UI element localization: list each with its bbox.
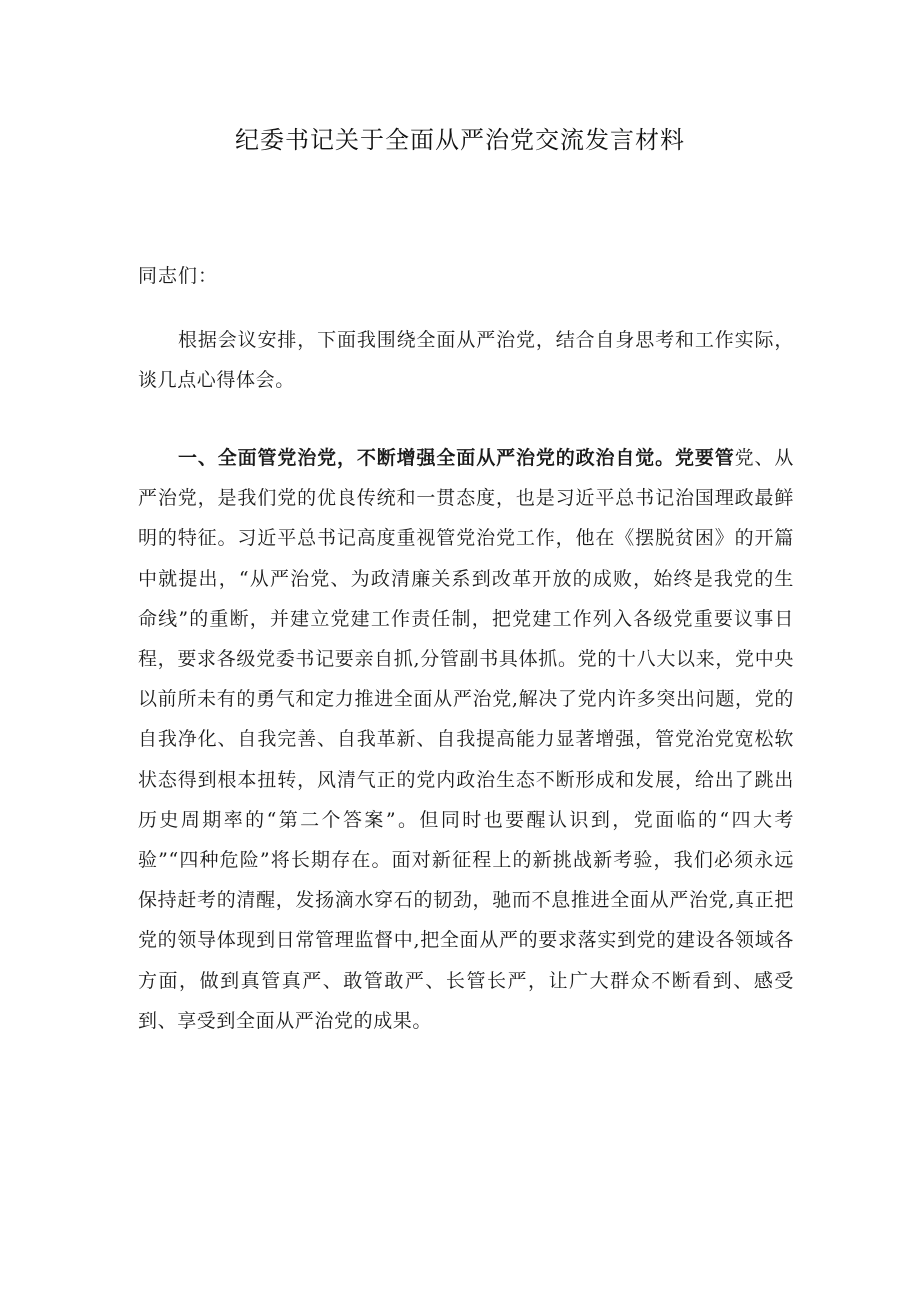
- salutation: 同志们：: [138, 265, 219, 287]
- document-title: 纪委书记关于全面从严治党交流发言材料: [235, 126, 685, 154]
- section-1-heading: 一、全面管党治党，不断增强全面从严治党的政治自觉。党要管: [178, 447, 735, 469]
- section-1-body: 党、从严治党，是我们党的优良传统和一贯态度，也是习近平总书记治国理政最鲜明的特征。习近平总书记高度重视管党治党工作，他在《摆脱贫困》的开篇中就提出，“从严治党、为政清廉关系到改革开放的成败，始终是我党的生命线”的重断，并建立党建工作责任制，把党建工作列入各级党重要议事日程，要求各级党委书记要亲自抓,分管副书具体抓。党的十八大以来，党中央以前所未有的勇气和定力推进全面从严治党,解决了党内许多突出问题，党的自我净化、自我完善、自我革新、自我提高能力显著增强，管党治党宽松软状态得到根本扭转，风清气正的党内政治生态不断形成和发展，给出了跳出历史周期率的“第二个答案”。但同时也要醒认识到，党面临的“四大考验”“四种危险”将长期存在。面对新征程上的新挑战新考验，我们必须永远保持赶考的清醒，发扬滴水穿石的韧劲，驰而不息推进全面从严治党,真正把党的领导体现到日常管理监督中,把全面从严的要求落实到党的建设各领域各方面，做到真管真严、敢管敢严、长管长严，让广大群众不断看到、感受到、享受到全面从严治党的成果。: [138, 447, 794, 1032]
- intro-paragraph: 根据会议安排，下面我围绕全面从严治党，结合自身思考和工作实际，谈几点心得体会。: [138, 329, 794, 392]
- section-1-paragraph: [138, 438, 794, 1041]
